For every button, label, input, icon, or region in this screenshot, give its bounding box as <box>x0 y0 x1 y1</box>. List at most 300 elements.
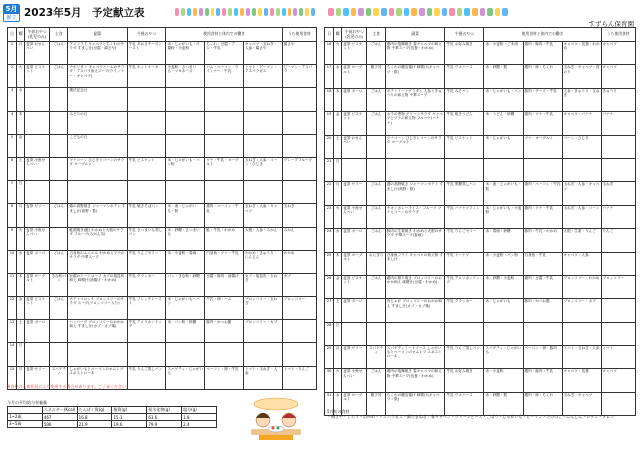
pm-snack-cell: 牛乳 ドーナツ <box>445 252 484 275</box>
summary-cell: 79.9 <box>147 421 182 428</box>
regulating-foods-cell: トマト・玉ねぎ・人参 <box>243 366 282 389</box>
deco-square <box>449 8 455 16</box>
body-foods-cell: 豚肉・牛乳・わかめ <box>523 229 562 252</box>
menu-row <box>325 346 636 369</box>
am-snack-cell <box>25 88 50 111</box>
am-snack-cell: 麦茶 ビスケット <box>342 275 367 298</box>
staple-cell <box>50 320 68 343</box>
am-snack-cell: 麦茶 小魚せんべい <box>342 369 367 392</box>
menu-row <box>325 135 636 158</box>
col-staple: 主食 <box>367 28 385 42</box>
col-weekday: 曜 <box>334 28 342 42</box>
nutrition-summary-table <box>7 406 217 428</box>
regulating-foods-cell: ブロッコリー・玉ねぎ <box>243 297 282 320</box>
side-dish-cell: 鮭照焼き(鮭) わかめと大根のサラダ フルーツ(みかん缶) <box>68 227 127 250</box>
deco-square <box>205 8 209 16</box>
side-dish-cell: ナポリタン キャベツとハムのサラダ・アスパラ添えスープ(ウインナー・キャベツ) <box>68 65 127 88</box>
pm-snack-cell: 牛乳 ウエハース <box>445 65 484 88</box>
used-ingredient-cell <box>282 134 316 157</box>
month-badge <box>3 4 20 22</box>
deco-square <box>293 8 297 16</box>
col-used: うち使用食材 <box>601 28 635 42</box>
deco-square <box>480 8 486 16</box>
side-dish-cell <box>385 158 445 181</box>
deco-square <box>175 8 179 16</box>
side-dish-cell: 白身魚のムニエル わかめとツナのサラダ 中華スープ <box>68 250 127 273</box>
staple-cell: 親子丼 <box>367 65 385 88</box>
regulating-foods-cell: キャベツ・人参 <box>562 252 601 275</box>
body-foods-cell <box>205 343 244 366</box>
summary-header: 塩分(g) <box>182 407 217 414</box>
energy-foods-cell: 米・じゃがいも <box>484 299 523 322</box>
am-snack-cell: 麦茶 ボーロ <box>25 320 50 343</box>
weekday-cell: 月 <box>334 182 342 205</box>
energy-foods-cell: 米・小麦粉・春雨 <box>166 250 205 273</box>
col-ingredients: 使用食材と体内での働き <box>166 28 282 42</box>
side-dish-cell: ポテトミートグラタン 人参ときゅうりの和え物 中華スープ <box>385 88 445 111</box>
pm-snack-cell: 牛乳 ビスケット <box>127 157 166 180</box>
body-foods-cell: 豚肉・かつお節 <box>205 320 244 343</box>
deco-square <box>216 8 220 16</box>
menu-row <box>325 229 636 252</box>
day-cell: 12 <box>8 297 17 320</box>
col-used: うち使用食材 <box>282 28 316 42</box>
menu-row <box>325 88 636 111</box>
am-snack-cell <box>25 134 50 157</box>
energy-foods-cell: 米・砂糖・麩 <box>484 392 523 415</box>
regulating-foods-cell: ブロッコリー・カブ <box>243 320 282 343</box>
regulating-foods-cell: 玉ねぎ・キャベツ <box>562 392 601 415</box>
used-ingredient-cell: ブロッコリー <box>601 275 635 298</box>
used-ingredient-cell <box>601 135 635 158</box>
side-dish-cell: ちくわの磯辺揚げ 味噌汁(キャベツ・麩) <box>385 65 445 88</box>
regulating-foods-cell: 玉ねぎ・人参・コーン <box>562 205 601 228</box>
col-am-snack: 午前おやつ(乳児のみ) <box>25 28 50 42</box>
side-dish-cell: 鶏肉の照り焼き ブロッコリーのおかか和え 味噌汁(豆腐・わかめ) <box>385 275 445 298</box>
used-ingredient-cell: バナナ <box>601 112 635 135</box>
summary-cell: 467 <box>42 414 77 421</box>
deco-square <box>389 8 395 16</box>
menu-row <box>8 181 317 204</box>
am-snack-cell: 麦茶 ゼリー <box>25 366 50 389</box>
page-title: 2023年5月 予定献立表 <box>24 7 145 19</box>
energy-foods-cell: 米・小麦粉・ごま油 <box>484 42 523 65</box>
col-pm-snack: 午後おやつ <box>127 28 166 42</box>
energy-foods-cell: 米・砂糖・さつまいも <box>166 227 205 250</box>
body-foods-cell <box>205 88 244 111</box>
energy-foods-cell <box>166 88 205 111</box>
col-pm-snack: 午後おやつ <box>445 28 484 42</box>
used-ingredient-cell: 絹さや <box>282 42 316 65</box>
used-ingredient-cell <box>601 299 635 322</box>
summary-header <box>8 407 43 414</box>
energy-foods-cell: 米・砂糖・麩 <box>484 65 523 88</box>
deco-square <box>404 8 410 16</box>
side-dish-cell: スパゲティミートソース しゃがいもとベーコンのオムレツ エネストローネ <box>385 346 445 369</box>
menu-row <box>325 369 636 392</box>
col-staple: 主食 <box>50 28 68 42</box>
decorative-border-left <box>175 8 315 18</box>
col-day: 日 <box>325 28 334 42</box>
body-foods-cell: 豚肉・チーズ・牛乳 <box>523 88 562 111</box>
am-snack-cell: 麦茶 ボーロ <box>25 250 50 273</box>
staple-cell <box>50 343 68 366</box>
pm-snack-cell: 牛乳 バナナマフィン <box>445 205 484 228</box>
weekday-cell: 日 <box>334 158 342 181</box>
deco-square <box>442 8 448 16</box>
energy-foods-cell: 米・パン粉・砂糖 <box>166 320 205 343</box>
am-snack-cell: 麦茶 ヨーグルト <box>342 392 367 415</box>
weekday-cell: 月 <box>334 346 342 369</box>
deco-square <box>240 8 244 16</box>
deco-square <box>187 8 191 16</box>
day-cell: 25 <box>325 252 334 275</box>
day-cell: 27 <box>325 299 334 322</box>
regulating-foods-cell: 玉ねぎ・人参・コーン・ひじき <box>243 157 282 180</box>
weekday-cell: 土 <box>334 299 342 322</box>
summary-cell: 1~2歳 <box>8 414 43 421</box>
regulating-foods-cell: コーン・ひじき <box>562 135 601 158</box>
used-ingredient-cell: バナナ <box>601 205 635 228</box>
body-foods-cell <box>205 111 244 134</box>
body-foods-cell: 白身魚・ツナ・牛乳 <box>205 250 244 273</box>
weekday-cell: 火 <box>17 227 25 250</box>
summary-header: 脂質(g) <box>112 407 147 414</box>
side-dish-cell <box>385 322 445 345</box>
staple-cell <box>50 134 68 157</box>
day-cell: 9 <box>8 227 17 250</box>
day-cell: 22 <box>325 182 334 205</box>
menu-row <box>8 250 317 273</box>
deco-square <box>246 8 250 16</box>
body-foods-cell: 白身魚・牛乳 <box>523 252 562 275</box>
regulating-foods-cell: カブ・塩昆布・玉ねぎ <box>243 273 282 296</box>
regulating-foods-cell: キャベツ・長葱 <box>562 369 601 392</box>
used-ingredient-cell: キャベツ <box>601 369 635 392</box>
menu-row <box>325 252 636 275</box>
energy-foods-cell: 米・砂糖・小麦粉 <box>484 275 523 298</box>
regulating-foods-cell <box>562 158 601 181</box>
energy-foods-cell <box>166 111 205 134</box>
deco-square <box>282 8 286 16</box>
day-cell: 5 <box>8 134 17 157</box>
menu-row <box>325 112 636 135</box>
energy-foods-cell: パン・きな粉・砂糖 <box>166 273 205 296</box>
day-cell: 15 <box>8 366 17 389</box>
staple-cell: ごはん <box>367 369 385 392</box>
body-foods-cell: ベーコン・卵・豚肉 <box>523 346 562 369</box>
menu-row <box>8 134 317 157</box>
side-dish-cell: こどもの日 <box>68 134 127 157</box>
day-cell: 6 <box>8 157 17 180</box>
deco-square <box>396 8 402 16</box>
staple-cell: おにぎり <box>367 252 385 275</box>
deco-square <box>270 8 274 16</box>
staple-cell: きな粉パン <box>50 273 68 296</box>
deco-square <box>193 8 197 16</box>
col-am-snack: 午前おやつ(乳児のみ) <box>342 28 367 42</box>
body-foods-cell: 鮭・牛乳・わかめ <box>205 227 244 250</box>
weekday-cell: 月 <box>17 204 25 227</box>
menu-table-right <box>324 27 636 416</box>
day-cell: 30 <box>325 369 334 392</box>
regulating-foods-cell: 玉ねぎ・人参・キャベツ <box>243 204 282 227</box>
weekday-cell: 金 <box>334 112 342 135</box>
used-ingredient-cell: 玉ねぎ <box>282 204 316 227</box>
pm-snack-cell <box>127 181 166 204</box>
pm-snack-cell: 牛乳 みそパン <box>445 88 484 111</box>
side-dish-cell: ツナコーン ひじきとコーンのサラダ ヨーグルト <box>68 157 127 180</box>
regulating-foods-cell: わかめ・きゅうり・にんじん <box>243 250 282 273</box>
regulating-foods-cell: 玉ねぎ・人参・キャベツ <box>562 182 601 205</box>
used-ingredient-cell: りんご <box>601 229 635 252</box>
deco-square <box>434 8 440 16</box>
summary-header: たんぱく質(g) <box>77 407 112 414</box>
deco-square <box>358 8 364 16</box>
weekday-cell: 土 <box>17 320 25 343</box>
pm-snack-cell: 牛乳 クラッカー <box>445 299 484 322</box>
energy-foods-cell: 小麦粉・さつまいも・マヨネーズ <box>166 65 205 88</box>
am-snack-cell: 麦茶 おせんべい <box>342 135 367 158</box>
staple-cell <box>367 322 385 345</box>
energy-foods-cell: 米・じゃがいも・パン粉 <box>166 157 205 180</box>
body-foods-cell: ちくわ・豆腐・アジ・牛乳 <box>205 42 244 65</box>
body-foods-cell: 豆腐・豚肉・油揚げ <box>205 273 244 296</box>
deco-square <box>381 8 387 16</box>
pm-snack-cell: 牛乳 フレンチトースト <box>127 297 166 320</box>
deco-square <box>234 8 238 16</box>
energy-foods-cell: スパゲティ・じゃがいも <box>484 346 523 369</box>
body-foods-cell: ツナ・牛乳・ヨーグルト <box>205 157 244 180</box>
used-ingredient-cell: トマト <box>601 346 635 369</box>
am-snack-cell <box>342 158 367 181</box>
energy-foods-cell: 米・じゃがいも・片栗粉・小麦粉 <box>166 42 205 65</box>
deco-square <box>366 8 372 16</box>
deco-square <box>222 8 226 16</box>
body-foods-cell: 豚肉・かつお節 <box>523 299 562 322</box>
weekday-cell: 金 <box>334 275 342 298</box>
pm-snack-cell: 牛乳 アメリカンドッグ <box>127 320 166 343</box>
pm-snack-cell: 牛乳 ホットケーキ <box>127 65 166 88</box>
used-ingredient-cell <box>601 322 635 345</box>
used-ingredient-cell: ブロッコリー <box>282 297 316 320</box>
regulating-foods-cell: キャベツ・長葱・わかめ <box>562 42 601 65</box>
day-cell: 10 <box>8 250 17 273</box>
deco-square <box>264 8 268 16</box>
deco-square <box>211 8 215 16</box>
day-cell: 24 <box>325 229 334 252</box>
energy-foods-cell <box>166 343 205 366</box>
day-cell: 20 <box>325 135 334 158</box>
pm-snack-cell <box>127 88 166 111</box>
weekday-cell: 月 <box>17 366 25 389</box>
side-dish-cell: 肉じゃが ブロッコリーのおかか和え すまし汁(カブ・カブ葉) <box>385 299 445 322</box>
staple-cell <box>50 111 68 134</box>
day-cell: 3 <box>8 88 17 111</box>
pm-snack-cell <box>127 343 166 366</box>
staple-cell: ごはん <box>367 112 385 135</box>
deco-square <box>252 8 256 16</box>
used-ingredient-cell <box>601 158 635 181</box>
summary-cell: 16.8 <box>77 414 112 421</box>
used-ingredient-cell: カブ <box>282 273 316 296</box>
summary-cell: 1.8 <box>182 414 217 421</box>
pm-snack-cell: 牛乳 りんご蒸しパン <box>127 366 166 389</box>
side-dish-cell: 豚肉の生姜焼き わかめと大根のサラダ 中華スープ(春雨) <box>385 229 445 252</box>
used-ingredient-cell <box>282 111 316 134</box>
used-ingredient-cell <box>282 88 316 111</box>
pm-snack-cell: 牛乳 あおさチーズトースト <box>127 42 166 65</box>
day-cell: 7 <box>8 181 17 204</box>
pm-snack-cell: 牛乳 焼きそばパン <box>127 204 166 227</box>
col-side: 副菜 <box>385 28 445 42</box>
side-dish-cell: 鶏肉の塩麹焼き 春キャベツの和え物 中華スープ(長葱・わかめ) <box>385 369 445 392</box>
regulating-foods-cell: 大根・生姜・りんご <box>562 229 601 252</box>
deco-square <box>258 8 262 16</box>
col-side: 副菜 <box>68 28 127 42</box>
seasonal-ingredients <box>327 409 632 419</box>
staple-cell: ごはん <box>367 182 385 205</box>
deco-square <box>288 8 292 16</box>
body-foods-cell: 鶏肉・ツナ・牛乳 <box>523 205 562 228</box>
summary-title: 今月の平均給与栄養量 <box>7 400 47 405</box>
used-ingredient-cell: キャベツ <box>601 65 635 88</box>
deco-square <box>299 8 303 16</box>
regulating-foods-cell <box>562 322 601 345</box>
pm-snack-cell: 牛乳 りんごゼリー <box>127 250 166 273</box>
day-cell: 23 <box>325 205 334 228</box>
pm-snack-cell: 牛乳 りんごゼリー <box>445 229 484 252</box>
side-dish-cell: アジフライ キャベツとちくわのサラダ すまし汁(豆腐・絹さや) <box>68 42 127 65</box>
energy-foods-cell: 米・春雨・砂糖 <box>484 229 523 252</box>
deco-square <box>472 8 478 16</box>
deco-square <box>419 8 425 16</box>
menu-row <box>8 343 317 366</box>
am-snack-cell <box>342 322 367 345</box>
weekday-cell: 水 <box>334 392 342 415</box>
energy-foods-cell <box>166 134 205 157</box>
side-dish-cell: 憲法記念日 <box>68 88 127 111</box>
weekday-cell: 日 <box>17 343 25 366</box>
children-eating-illustration <box>245 396 307 442</box>
pm-snack-cell: 牛乳 アメリカンドッグ <box>445 275 484 298</box>
badge-sub: 献立 <box>6 15 17 21</box>
energy-foods-cell: 米・うどん・砂糖 <box>484 112 523 135</box>
am-snack-cell: 麦茶 ボーロ <box>342 88 367 111</box>
staple-cell: ごはん <box>367 42 385 65</box>
used-ingredient-cell: トマト・りんご <box>282 366 316 389</box>
staple-cell: ごはん <box>50 297 68 320</box>
menu-row <box>325 182 636 205</box>
menu-row <box>8 204 317 227</box>
deco-square <box>464 8 470 16</box>
body-foods-cell <box>523 322 562 345</box>
staple-cell: ごはん <box>367 229 385 252</box>
used-ingredient-cell: きゅうり <box>601 88 635 111</box>
staple-cell <box>50 157 68 180</box>
deco-square <box>502 8 508 16</box>
pm-snack-cell: 牛乳 ウエハース <box>445 392 484 415</box>
day-cell: 29 <box>325 346 334 369</box>
side-dish-cell: 白身魚フライ キャベツの和え物 すまし汁 <box>385 252 445 275</box>
pm-snack-cell: 牛乳 ビスケット <box>445 135 484 158</box>
weekday-cell: 月 <box>17 42 25 65</box>
body-foods-cell: 鶏肉・卵・ちくわ <box>523 65 562 88</box>
body-foods-cell: ツナ・ヨーグルト <box>523 135 562 158</box>
body-foods-cell: 鶏肉・ベーコン・牛乳 <box>523 182 562 205</box>
regulating-foods-cell <box>243 134 282 157</box>
menu-row <box>8 157 317 180</box>
regulating-foods-cell <box>243 88 282 111</box>
weekday-cell: 土 <box>334 135 342 158</box>
weekday-cell: 日 <box>17 181 25 204</box>
staple-cell <box>50 227 68 250</box>
energy-foods-cell: 米・じゃがいも・パン <box>484 88 523 111</box>
deco-square <box>411 8 417 16</box>
side-dish-cell: ポテトコロッケ ブロッコリーのサラダ スープ(ブロッコリー入り) <box>68 297 127 320</box>
energy-foods-cell: スパゲティ・じゃがいも <box>166 366 205 389</box>
decorative-border-right <box>328 8 508 18</box>
used-ingredient-cell: わかめ <box>282 250 316 273</box>
staple-cell: ごはん <box>367 275 385 298</box>
weekday-cell: 木 <box>17 111 25 134</box>
side-dish-cell: 鶏の高野焼き ジャーマンポテト すまし汁(高野・麩) <box>385 182 445 205</box>
staple-cell: スパゲティ <box>367 346 385 369</box>
staple-cell: スパゲティ <box>50 366 68 389</box>
deco-square <box>495 8 501 16</box>
energy-foods-cell: 米・油・じゃがいも・麩 <box>484 182 523 205</box>
side-dish-cell <box>68 343 127 366</box>
am-snack-cell: 麦茶 ゼリー <box>342 182 367 205</box>
menu-row <box>325 158 636 181</box>
energy-foods-cell <box>484 322 523 345</box>
body-foods-cell: 牛乳・卵・ハム <box>205 297 244 320</box>
summary-cell: 63.6 <box>147 414 182 421</box>
am-snack-cell: 麦茶 ビスケット <box>25 65 50 88</box>
day-cell: 21 <box>325 158 334 181</box>
am-snack-cell: 麦茶 ボーロ <box>342 229 367 252</box>
menu-row <box>8 111 317 134</box>
day-cell: 14 <box>8 343 17 366</box>
am-snack-cell <box>25 343 50 366</box>
menu-row <box>325 275 636 298</box>
menu-row <box>325 205 636 228</box>
am-snack-cell: 麦茶 ゼリー <box>25 204 50 227</box>
am-snack-cell <box>25 181 50 204</box>
am-snack-cell: 麦茶 おせんべい <box>25 42 50 65</box>
am-snack-cell: 麦茶 ヨーグルト <box>25 273 50 296</box>
weekday-cell: 金 <box>17 134 25 157</box>
pm-snack-cell: 牛乳 りんご蒸しパン <box>445 346 484 369</box>
weekday-cell: 土 <box>17 157 25 180</box>
used-ingredient-cell <box>282 320 316 343</box>
side-dish-cell: カラの煮物 グリーンサラダ キャベツとツナの和え物 フルーツ(バナナ) <box>385 112 445 135</box>
body-foods-cell: 鶏肉・豚肉・牛乳 <box>523 369 562 392</box>
side-dish-cell <box>68 181 127 204</box>
school-name: すずらん保育園 <box>588 20 634 28</box>
menu-table-left <box>7 27 317 390</box>
weekday-cell: 日 <box>334 322 342 345</box>
menu-row <box>8 320 317 343</box>
seasonal-title: 5月旬の食材 <box>327 409 350 414</box>
summary-cell: 21.9 <box>77 421 112 428</box>
deco-square <box>199 8 203 16</box>
menu-row <box>325 42 636 65</box>
side-dish-cell: ちくわの磯辺揚げ 味噌汁(キャベツ・麩) <box>385 392 445 415</box>
day-cell: 16 <box>325 42 334 65</box>
pm-snack-cell: 牛乳 焼きうどん <box>445 112 484 135</box>
staple-cell <box>367 299 385 322</box>
